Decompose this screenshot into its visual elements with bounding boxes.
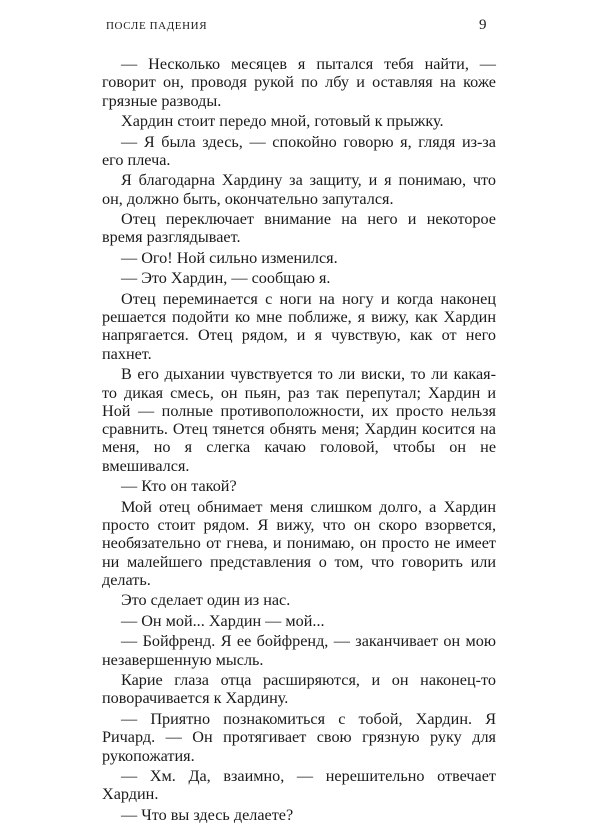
paragraph: — Кто он такой? bbox=[121, 477, 237, 496]
paragraph: Отец переключает внимание на него и некоторое время разглядывает. bbox=[102, 210, 496, 247]
running-head: ПОСЛЕ ПАДЕНИЯ bbox=[106, 20, 208, 32]
paragraph: Это сделает один из нас. bbox=[121, 591, 291, 610]
paragraph: Карие глаза отца расширяются, и он наконец-то поворачивается к Хардину. bbox=[102, 671, 496, 708]
paragraph: — Приятно познакомиться с тобой, Хардин. Я Ричард. — Он протягивает свою грязную руку для рукопожатия. bbox=[102, 709, 496, 765]
paragraph: — Он мой... Хардин — мой... bbox=[121, 611, 325, 630]
paragraph: Хардин стоит передо мной, готовый к прыжку. bbox=[121, 112, 444, 131]
paragraph: Отец переминается с ноги на ногу и когда наконец решается подойти ко мне поближе, я вижу, как Хардин напрягается. Отец рядом, и я чувствую, как от него пахнет. bbox=[102, 289, 496, 363]
paragraph: — Я была здесь, — спокойно говорю я, глядя из-за его плеча. bbox=[102, 132, 496, 169]
paragraph: — Хм. Да, взаимно, — нерешительно отвечает Хардин. bbox=[102, 766, 496, 804]
paragraph: — Что вы здесь делаете? bbox=[121, 805, 294, 824]
paragraph: — Это Хардин, — сообщаю я. bbox=[121, 269, 331, 288]
page-number: 9 bbox=[479, 17, 487, 33]
paragraph: Я благодарна Хардину за защиту, и я понимаю, что он, должно быть, окончательно запутался. bbox=[102, 171, 496, 208]
text-body bbox=[102, 55, 496, 824]
paragraph: В его дыхании чувствуется то ли виски, то ли какая-то дикая смесь, он пьян, раз так перепутал; Хардин и Ной — полные противоположности, их просто нельзя сравнить. Отец тянется обнять меня; Хардин косится на меня, но я слегка качаю головой, чтобы он не вмешивался. bbox=[102, 365, 496, 475]
paragraph: — Несколько месяцев я пытался тебя найти, — говорит он, проводя рукой по лбу и оставляя на коже грязные разводы. bbox=[102, 55, 496, 110]
paragraph: — Ого! Ной сильно изменился. bbox=[121, 248, 338, 267]
paragraph: — Бойфренд. Я ее бойфренд, — заканчивает он мою незавершенную мысль. bbox=[102, 632, 496, 669]
paragraph: Мой отец обнимает меня слишком долго, а Хардин просто стоит рядом. Я вижу, что он скоро взорвется, необязательно от гнева, и понимаю, он просто не имеет ни малейшего представления о том, что говорить или делать. bbox=[102, 497, 496, 589]
